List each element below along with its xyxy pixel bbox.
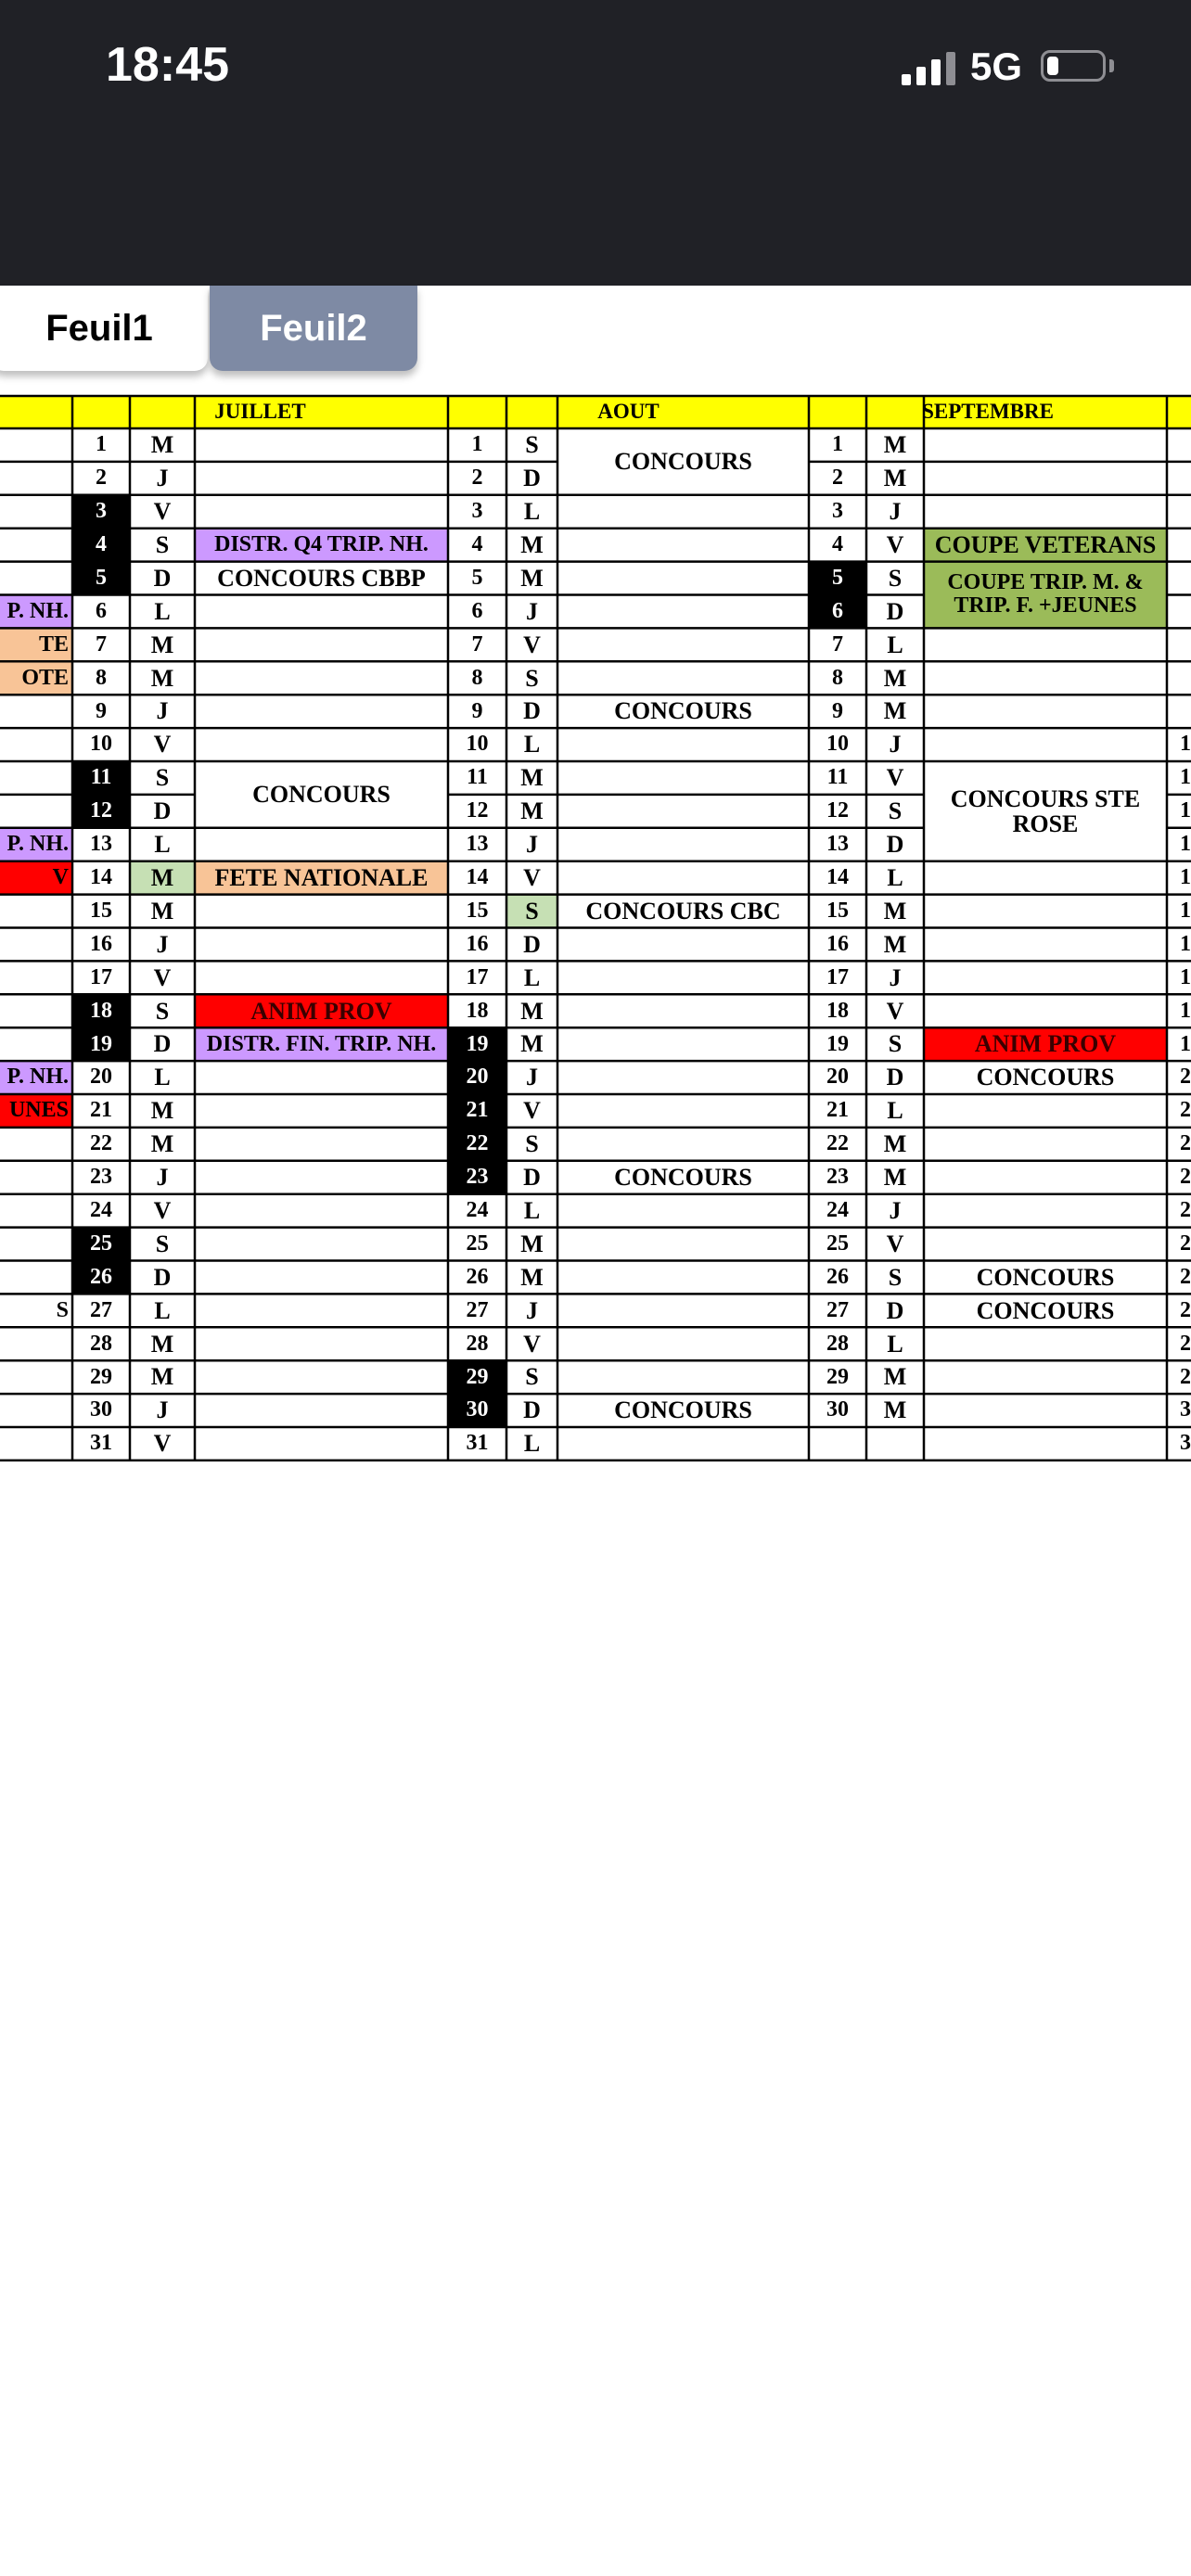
prev-month-event[interactable]: V	[0, 861, 72, 895]
juillet-weekday[interactable]: D	[153, 1263, 172, 1291]
juillet-day-number[interactable]: 1	[96, 432, 107, 457]
month-header-next[interactable]	[1167, 396, 1191, 428]
aout-event[interactable]: CONCOURS	[614, 697, 752, 725]
aout-weekday[interactable]: M	[520, 797, 544, 825]
aout-weekday[interactable]: S	[525, 1363, 539, 1391]
aout-day-number[interactable]: 6	[471, 598, 483, 623]
next-month-day-number[interactable]: 3	[1180, 1431, 1191, 1456]
next-month-day-number[interactable]: 1	[1180, 964, 1191, 989]
septembre-day-number[interactable]: 14	[826, 865, 849, 890]
aout-weekday[interactable]: M	[520, 530, 544, 558]
septembre-weekday[interactable]: J	[889, 963, 902, 991]
septembre-day-number[interactable]: 26	[826, 1264, 849, 1289]
aout-weekday[interactable]: D	[523, 1164, 541, 1192]
aout-weekday[interactable]: M	[520, 997, 544, 1025]
septembre-weekday[interactable]: S	[888, 564, 903, 592]
septembre-day-number[interactable]: 17	[826, 964, 849, 989]
septembre-weekday[interactable]: S	[888, 797, 903, 825]
juillet-day-number[interactable]: 18	[72, 994, 130, 1027]
aout-weekday[interactable]: L	[523, 1196, 541, 1224]
septembre-weekday[interactable]: M	[883, 465, 907, 492]
aout-weekday[interactable]: V	[523, 631, 541, 658]
next-month-day-number[interactable]: 2	[1180, 1065, 1191, 1090]
aout-weekday[interactable]: L	[523, 498, 541, 526]
juillet-weekday[interactable]: J	[156, 697, 169, 725]
septembre-weekday[interactable]: D	[886, 1064, 904, 1091]
next-month-day-number[interactable]: 1	[1180, 765, 1191, 790]
aout-day-number[interactable]: 28	[466, 1331, 489, 1356]
tab-feuil2[interactable]: Feuil2	[210, 286, 417, 371]
septembre-day-number[interactable]: 1	[832, 432, 843, 457]
juillet-day-number[interactable]: 21	[90, 1098, 112, 1123]
septembre-day-number[interactable]: 12	[826, 798, 849, 823]
tab-feuil1[interactable]: Feuil1	[0, 286, 208, 371]
month-header-aout[interactable]: AOUT	[448, 396, 809, 428]
septembre-weekday[interactable]: M	[883, 1164, 907, 1192]
septembre-day-number[interactable]: 23	[826, 1165, 849, 1190]
aout-day-number[interactable]: 23	[448, 1161, 506, 1194]
prev-month-event[interactable]: P. NH.	[0, 595, 72, 629]
juillet-day-number[interactable]: 17	[90, 964, 112, 989]
aout-day-number[interactable]: 22	[448, 1128, 506, 1161]
septembre-day-number[interactable]: 19	[826, 1031, 849, 1056]
juillet-weekday[interactable]: S	[155, 997, 170, 1025]
septembre-day-number[interactable]: 4	[832, 532, 843, 557]
aout-day-number[interactable]: 31	[466, 1431, 489, 1456]
septembre-day-number[interactable]: 8	[832, 665, 843, 690]
juillet-event[interactable]: CONCOURS	[252, 781, 391, 809]
aout-day-number[interactable]: 9	[471, 698, 483, 723]
septembre-day-number[interactable]: 27	[826, 1297, 849, 1322]
aout-day-number[interactable]: 16	[466, 931, 489, 956]
next-month-day-number[interactable]: 1	[1180, 1031, 1191, 1056]
aout-day-number[interactable]: 25	[466, 1231, 489, 1256]
juillet-weekday[interactable]: M	[150, 431, 174, 459]
juillet-weekday[interactable]: M	[150, 1097, 174, 1125]
septembre-weekday[interactable]: S	[888, 1263, 903, 1291]
next-month-day-number[interactable]: 1	[1180, 865, 1191, 890]
aout-day-number[interactable]: 17	[466, 964, 489, 989]
juillet-weekday[interactable]: L	[154, 1064, 171, 1091]
next-month-day-number[interactable]: 2	[1180, 1098, 1191, 1123]
aout-day-number[interactable]: 20	[448, 1061, 506, 1094]
aout-day-number[interactable]: 12	[466, 798, 489, 823]
aout-weekday[interactable]: S	[525, 1130, 539, 1158]
juillet-weekday[interactable]: M	[150, 1363, 174, 1391]
septembre-event[interactable]: ANIM PROV	[924, 1027, 1167, 1061]
septembre-day-number[interactable]: 18	[826, 998, 849, 1023]
month-header-juillet[interactable]: JUILLET	[72, 396, 448, 428]
next-month-day-number[interactable]: 1	[1180, 798, 1191, 823]
juillet-weekday[interactable]: J	[156, 465, 169, 492]
month-header-prev[interactable]	[0, 396, 72, 428]
month-header-septembre[interactable]: SEPTEMBRE	[809, 396, 1167, 428]
aout-day-number[interactable]: 10	[466, 732, 489, 757]
aout-day-number[interactable]: 13	[466, 832, 489, 857]
aout-day-number[interactable]: 3	[471, 499, 483, 524]
juillet-weekday[interactable]: J	[156, 1396, 169, 1424]
septembre-day-number[interactable]: 11	[826, 765, 849, 790]
juillet-day-number[interactable]: 20	[90, 1065, 112, 1090]
juillet-day-number[interactable]: 2	[96, 465, 107, 491]
septembre-day-number[interactable]: 3	[832, 499, 843, 524]
next-month-day-number[interactable]: 2	[1180, 1297, 1191, 1322]
prev-month-event[interactable]: P. NH.	[0, 1061, 72, 1094]
juillet-day-number[interactable]: 11	[72, 761, 130, 795]
aout-weekday[interactable]: L	[523, 1430, 541, 1458]
aout-weekday[interactable]: M	[520, 1263, 544, 1291]
juillet-day-number[interactable]: 3	[72, 495, 130, 529]
septembre-weekday[interactable]: V	[886, 764, 904, 792]
next-month-day-number[interactable]: 1	[1180, 931, 1191, 956]
septembre-weekday[interactable]: L	[887, 631, 903, 658]
septembre-day-number[interactable]: 16	[826, 931, 849, 956]
juillet-day-number[interactable]: 4	[72, 529, 130, 562]
juillet-day-number[interactable]: 16	[90, 931, 112, 956]
septembre-event[interactable]: CONCOURS	[976, 1263, 1115, 1291]
juillet-weekday[interactable]: L	[154, 1296, 171, 1324]
aout-weekday[interactable]: M	[520, 764, 544, 792]
septembre-weekday[interactable]: L	[887, 1330, 903, 1358]
aout-weekday[interactable]: V	[523, 1097, 541, 1125]
septembre-weekday[interactable]: V	[886, 530, 904, 558]
aout-day-number[interactable]: 4	[471, 532, 483, 557]
juillet-day-number[interactable]: 7	[96, 631, 107, 657]
aout-weekday[interactable]: S	[525, 664, 539, 692]
aout-weekday[interactable]: D	[523, 930, 541, 958]
septembre-day-number[interactable]: 28	[826, 1331, 849, 1356]
juillet-weekday[interactable]: M	[130, 861, 195, 895]
septembre-day-number[interactable]: 5	[809, 562, 866, 595]
aout-day-number[interactable]: 1	[471, 432, 483, 457]
septembre-weekday[interactable]: D	[886, 1296, 904, 1324]
juillet-weekday[interactable]: M	[150, 1130, 174, 1158]
aout-day-number[interactable]: 24	[466, 1198, 489, 1223]
juillet-day-number[interactable]: 12	[72, 795, 130, 828]
septembre-day-number[interactable]: 6	[809, 595, 866, 629]
prev-month-event[interactable]: S	[56, 1297, 69, 1322]
septembre-weekday[interactable]: V	[886, 997, 904, 1025]
juillet-weekday[interactable]: V	[153, 731, 172, 759]
next-month-day-number[interactable]: 3	[1180, 1397, 1191, 1422]
juillet-day-number[interactable]: 25	[72, 1228, 130, 1261]
aout-weekday[interactable]: J	[526, 1064, 538, 1091]
aout-day-number[interactable]: 19	[448, 1027, 506, 1061]
juillet-weekday[interactable]: M	[150, 897, 174, 925]
next-month-day-number[interactable]: 1	[1180, 898, 1191, 923]
aout-weekday[interactable]: D	[523, 465, 541, 492]
septembre-day-number[interactable]: 9	[832, 698, 843, 723]
septembre-weekday[interactable]: J	[889, 498, 902, 526]
juillet-weekday[interactable]: V	[153, 963, 172, 991]
juillet-day-number[interactable]: 19	[72, 1027, 130, 1061]
septembre-event[interactable]: CONCOURS	[976, 1296, 1115, 1324]
aout-day-number[interactable]: 11	[467, 765, 488, 790]
septembre-weekday[interactable]: S	[888, 1030, 903, 1058]
aout-event[interactable]: CONCOURS	[614, 1164, 752, 1192]
septembre-weekday[interactable]: V	[886, 1230, 904, 1257]
juillet-event[interactable]: DISTR. FIN. TRIP. NH.	[195, 1027, 448, 1061]
next-month-day-number[interactable]: 1	[1180, 998, 1191, 1023]
juillet-weekday[interactable]: M	[150, 1330, 174, 1358]
aout-weekday[interactable]: V	[523, 863, 541, 891]
aout-event[interactable]: CONCOURS	[614, 1396, 752, 1424]
septembre-weekday[interactable]: L	[887, 1097, 903, 1125]
prev-month-event[interactable]: P. NH.	[0, 828, 72, 861]
septembre-day-number[interactable]: 2	[832, 465, 843, 491]
septembre-event[interactable]: COUPE TRIP. M. & TRIP. F. +JEUNES	[924, 562, 1167, 629]
juillet-weekday[interactable]: J	[156, 1164, 169, 1192]
juillet-day-number[interactable]: 29	[90, 1364, 112, 1389]
juillet-day-number[interactable]: 10	[90, 732, 112, 757]
aout-event[interactable]: CONCOURS CBC	[585, 897, 781, 925]
septembre-weekday[interactable]: D	[886, 831, 904, 859]
aout-day-number[interactable]: 7	[471, 631, 483, 657]
septembre-event[interactable]: COUPE VETERANS	[924, 529, 1167, 562]
juillet-day-number[interactable]: 26	[72, 1261, 130, 1294]
juillet-day-number[interactable]: 24	[90, 1198, 112, 1223]
juillet-day-number[interactable]: 31	[90, 1431, 112, 1456]
septembre-weekday[interactable]: M	[883, 1130, 907, 1158]
aout-weekday[interactable]: M	[520, 1030, 544, 1058]
juillet-day-number[interactable]: 5	[72, 562, 130, 595]
prev-month-event[interactable]: TE	[0, 628, 72, 661]
aout-day-number[interactable]: 8	[471, 665, 483, 690]
juillet-day-number[interactable]: 15	[90, 898, 112, 923]
juillet-weekday[interactable]: D	[153, 797, 172, 825]
juillet-day-number[interactable]: 6	[96, 598, 107, 623]
juillet-weekday[interactable]: M	[150, 631, 174, 658]
septembre-day-number[interactable]: 21	[826, 1098, 849, 1123]
juillet-weekday[interactable]: S	[155, 1230, 170, 1257]
next-month-day-number[interactable]: 2	[1180, 1131, 1191, 1156]
aout-weekday[interactable]: V	[523, 1330, 541, 1358]
septembre-weekday[interactable]: L	[887, 863, 903, 891]
juillet-day-number[interactable]: 22	[90, 1131, 112, 1156]
juillet-day-number[interactable]: 9	[96, 698, 107, 723]
septembre-weekday[interactable]: J	[889, 731, 902, 759]
juillet-event[interactable]: CONCOURS CBBP	[217, 564, 426, 592]
septembre-event[interactable]: CONCOURS STE ROSE	[950, 784, 1141, 837]
aout-day-number[interactable]: 26	[466, 1264, 489, 1289]
septembre-day-number[interactable]: 25	[826, 1231, 849, 1256]
aout-day-number[interactable]: 15	[466, 898, 489, 923]
septembre-day-number[interactable]: 10	[826, 732, 849, 757]
juillet-weekday[interactable]: V	[153, 1196, 172, 1224]
juillet-weekday[interactable]: D	[153, 564, 172, 592]
juillet-weekday[interactable]: L	[154, 597, 171, 625]
septembre-day-number[interactable]: 15	[826, 898, 849, 923]
next-month-day-number[interactable]: 2	[1180, 1198, 1191, 1223]
juillet-weekday[interactable]: D	[153, 1030, 172, 1058]
aout-day-number[interactable]: 29	[448, 1360, 506, 1394]
aout-day-number[interactable]: 18	[466, 998, 489, 1023]
septembre-weekday[interactable]: M	[883, 930, 907, 958]
aout-weekday[interactable]: J	[526, 1296, 538, 1324]
septembre-weekday[interactable]: M	[883, 1363, 907, 1391]
aout-weekday[interactable]: D	[523, 697, 541, 725]
juillet-day-number[interactable]: 8	[96, 665, 107, 690]
prev-month-event[interactable]: OTE	[0, 661, 72, 695]
next-month-day-number[interactable]: 1	[1180, 832, 1191, 857]
next-month-day-number[interactable]: 2	[1180, 1264, 1191, 1289]
aout-weekday[interactable]: J	[526, 597, 538, 625]
network-type: 5G	[970, 45, 1023, 88]
aout-weekday[interactable]: S	[525, 431, 539, 459]
juillet-event[interactable]: DISTR. Q4 TRIP. NH.	[195, 529, 448, 562]
juillet-weekday[interactable]: V	[153, 1430, 172, 1458]
juillet-day-number[interactable]: 14	[90, 865, 112, 890]
juillet-weekday[interactable]: V	[153, 498, 172, 526]
aout-day-number[interactable]: 5	[471, 565, 483, 590]
septembre-day-number[interactable]: 13	[826, 832, 849, 857]
septembre-weekday[interactable]: M	[883, 697, 907, 725]
septembre-weekday[interactable]: D	[886, 597, 904, 625]
next-month-day-number[interactable]: 2	[1180, 1331, 1191, 1356]
aout-weekday[interactable]: D	[523, 1396, 541, 1424]
septembre-day-number[interactable]: 30	[826, 1397, 849, 1422]
aout-day-number[interactable]: 21	[448, 1094, 506, 1128]
aout-day-number[interactable]: 27	[466, 1297, 489, 1322]
septembre-weekday[interactable]: M	[883, 431, 907, 459]
septembre-weekday[interactable]: J	[889, 1196, 902, 1224]
aout-weekday[interactable]: L	[523, 963, 541, 991]
juillet-weekday[interactable]: L	[154, 831, 171, 859]
aout-weekday[interactable]: M	[520, 1230, 544, 1257]
septembre-day-number[interactable]: 7	[832, 631, 843, 657]
juillet-weekday[interactable]: S	[155, 530, 170, 558]
aout-day-number[interactable]: 14	[466, 865, 489, 890]
juillet-day-number[interactable]: 27	[90, 1297, 112, 1322]
juillet-weekday[interactable]: J	[156, 930, 169, 958]
juillet-event[interactable]: ANIM PROV	[195, 994, 448, 1027]
septembre-weekday[interactable]: M	[883, 664, 907, 692]
septembre-weekday[interactable]: M	[883, 1396, 907, 1424]
next-month-day-number[interactable]: 1	[1180, 732, 1191, 757]
juillet-event[interactable]: FETE NATIONALE	[195, 861, 448, 895]
septembre-day-number[interactable]: 24	[826, 1198, 849, 1223]
next-month-day-number[interactable]: 2	[1180, 1231, 1191, 1256]
aout-weekday[interactable]: S	[506, 895, 557, 928]
juillet-weekday[interactable]: M	[150, 664, 174, 692]
septembre-day-number[interactable]: 29	[826, 1364, 849, 1389]
next-month-day-number[interactable]: 2	[1180, 1165, 1191, 1190]
juillet-day-number[interactable]: 13	[90, 832, 112, 857]
septembre-day-number[interactable]: 20	[826, 1065, 849, 1090]
septembre-weekday[interactable]: M	[883, 897, 907, 925]
aout-day-number[interactable]: 30	[448, 1394, 506, 1427]
septembre-day-number[interactable]: 22	[826, 1131, 849, 1156]
juillet-day-number[interactable]: 30	[90, 1397, 112, 1422]
juillet-weekday[interactable]: S	[155, 764, 170, 792]
aout-weekday[interactable]: M	[520, 564, 544, 592]
status-time: 18:45	[106, 38, 229, 92]
next-month-day-number[interactable]: 2	[1180, 1364, 1191, 1389]
juillet-day-number[interactable]: 23	[90, 1165, 112, 1190]
septembre-event[interactable]: CONCOURS	[976, 1064, 1115, 1091]
juillet-day-number[interactable]: 28	[90, 1331, 112, 1356]
aout-event[interactable]: CONCOURS	[614, 448, 752, 476]
aout-weekday[interactable]: L	[523, 731, 541, 759]
aout-day-number[interactable]: 2	[471, 465, 483, 491]
aout-weekday[interactable]: J	[526, 831, 538, 859]
prev-month-event[interactable]: UNES	[0, 1094, 72, 1128]
